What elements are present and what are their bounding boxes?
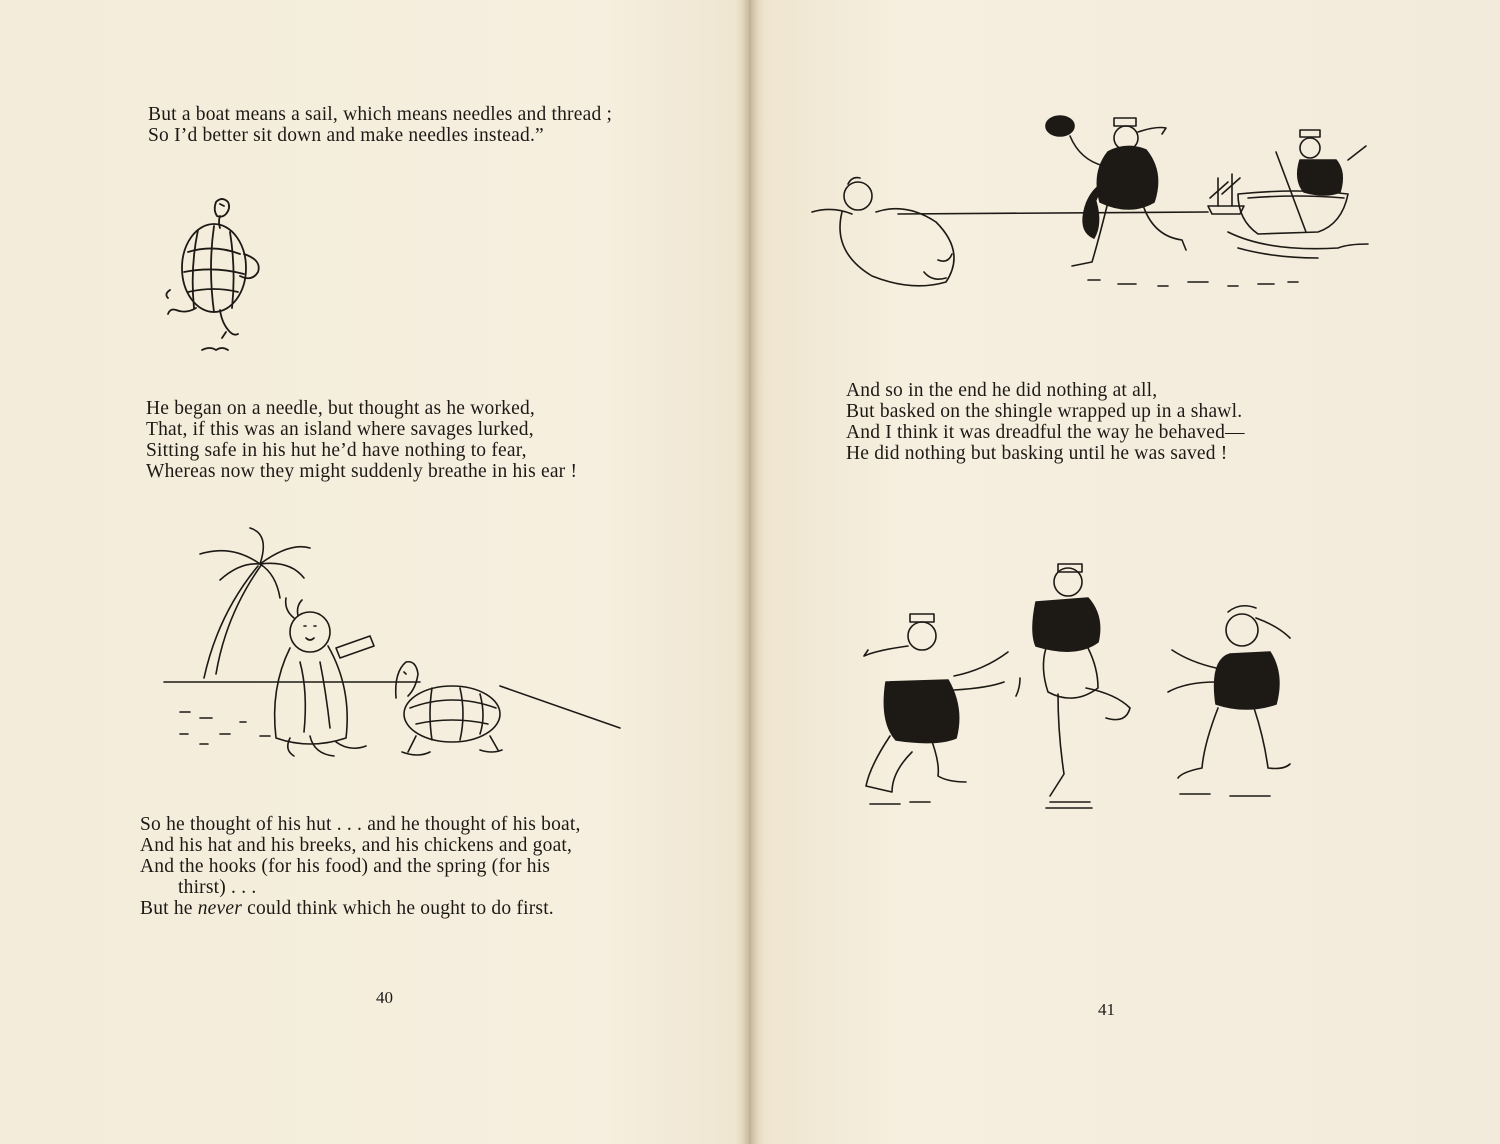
verse-line (140, 898, 581, 919)
verse-line: Whereas now they might suddenly breathe in his ear ! (146, 461, 578, 482)
verse-line: He did nothing but basking until he was saved ! (846, 443, 1228, 464)
left-stanza-3 (140, 814, 581, 919)
castaway-with-tortoise-illustration (160, 522, 630, 772)
verse-line: But basked on the shingle wrapped up in a shawl. (846, 401, 1243, 422)
page-number-right: 41 (1098, 1000, 1115, 1019)
verse-line: That, if this was an island where savages lurked, (146, 419, 534, 440)
verse-text: could think which he ought to do first. (242, 898, 554, 919)
verse-line: But a boat means a sail, which means needles and thread ; (148, 104, 613, 125)
right-stanza-1 (846, 380, 1245, 464)
page-number-left: 40 (376, 988, 393, 1007)
verse-line: And I think it was dreadful the way he behaved— (846, 422, 1245, 443)
left-stanza-1 (148, 104, 612, 146)
verse-line: thirst) . . . (178, 877, 257, 898)
verse-line: He began on a needle, but thought as he worked, (146, 398, 535, 419)
walking-tortoise-illustration (158, 192, 278, 357)
verse-emphasis: never (197, 898, 243, 919)
right-page (750, 0, 1500, 1144)
rescue-boat-illustration (808, 102, 1398, 312)
verse-line: So he thought of his hut . . . and he thought of his boat, (140, 814, 581, 835)
verse-text: But he (140, 898, 198, 919)
dancing-sailors-illustration (850, 558, 1350, 820)
verse-line: Sitting safe in his hut he’d have nothing to fear, (146, 440, 527, 461)
verse-line: So I’d better sit down and make needles instead.” (148, 125, 544, 146)
verse-line: And his hat and his breeks, and his chickens and goat, (140, 835, 573, 856)
left-stanza-2 (146, 398, 577, 482)
verse-line: And so in the end he did nothing at all, (846, 380, 1158, 401)
verse-line: And the hooks (for his food) and the spring (for his (140, 856, 551, 877)
